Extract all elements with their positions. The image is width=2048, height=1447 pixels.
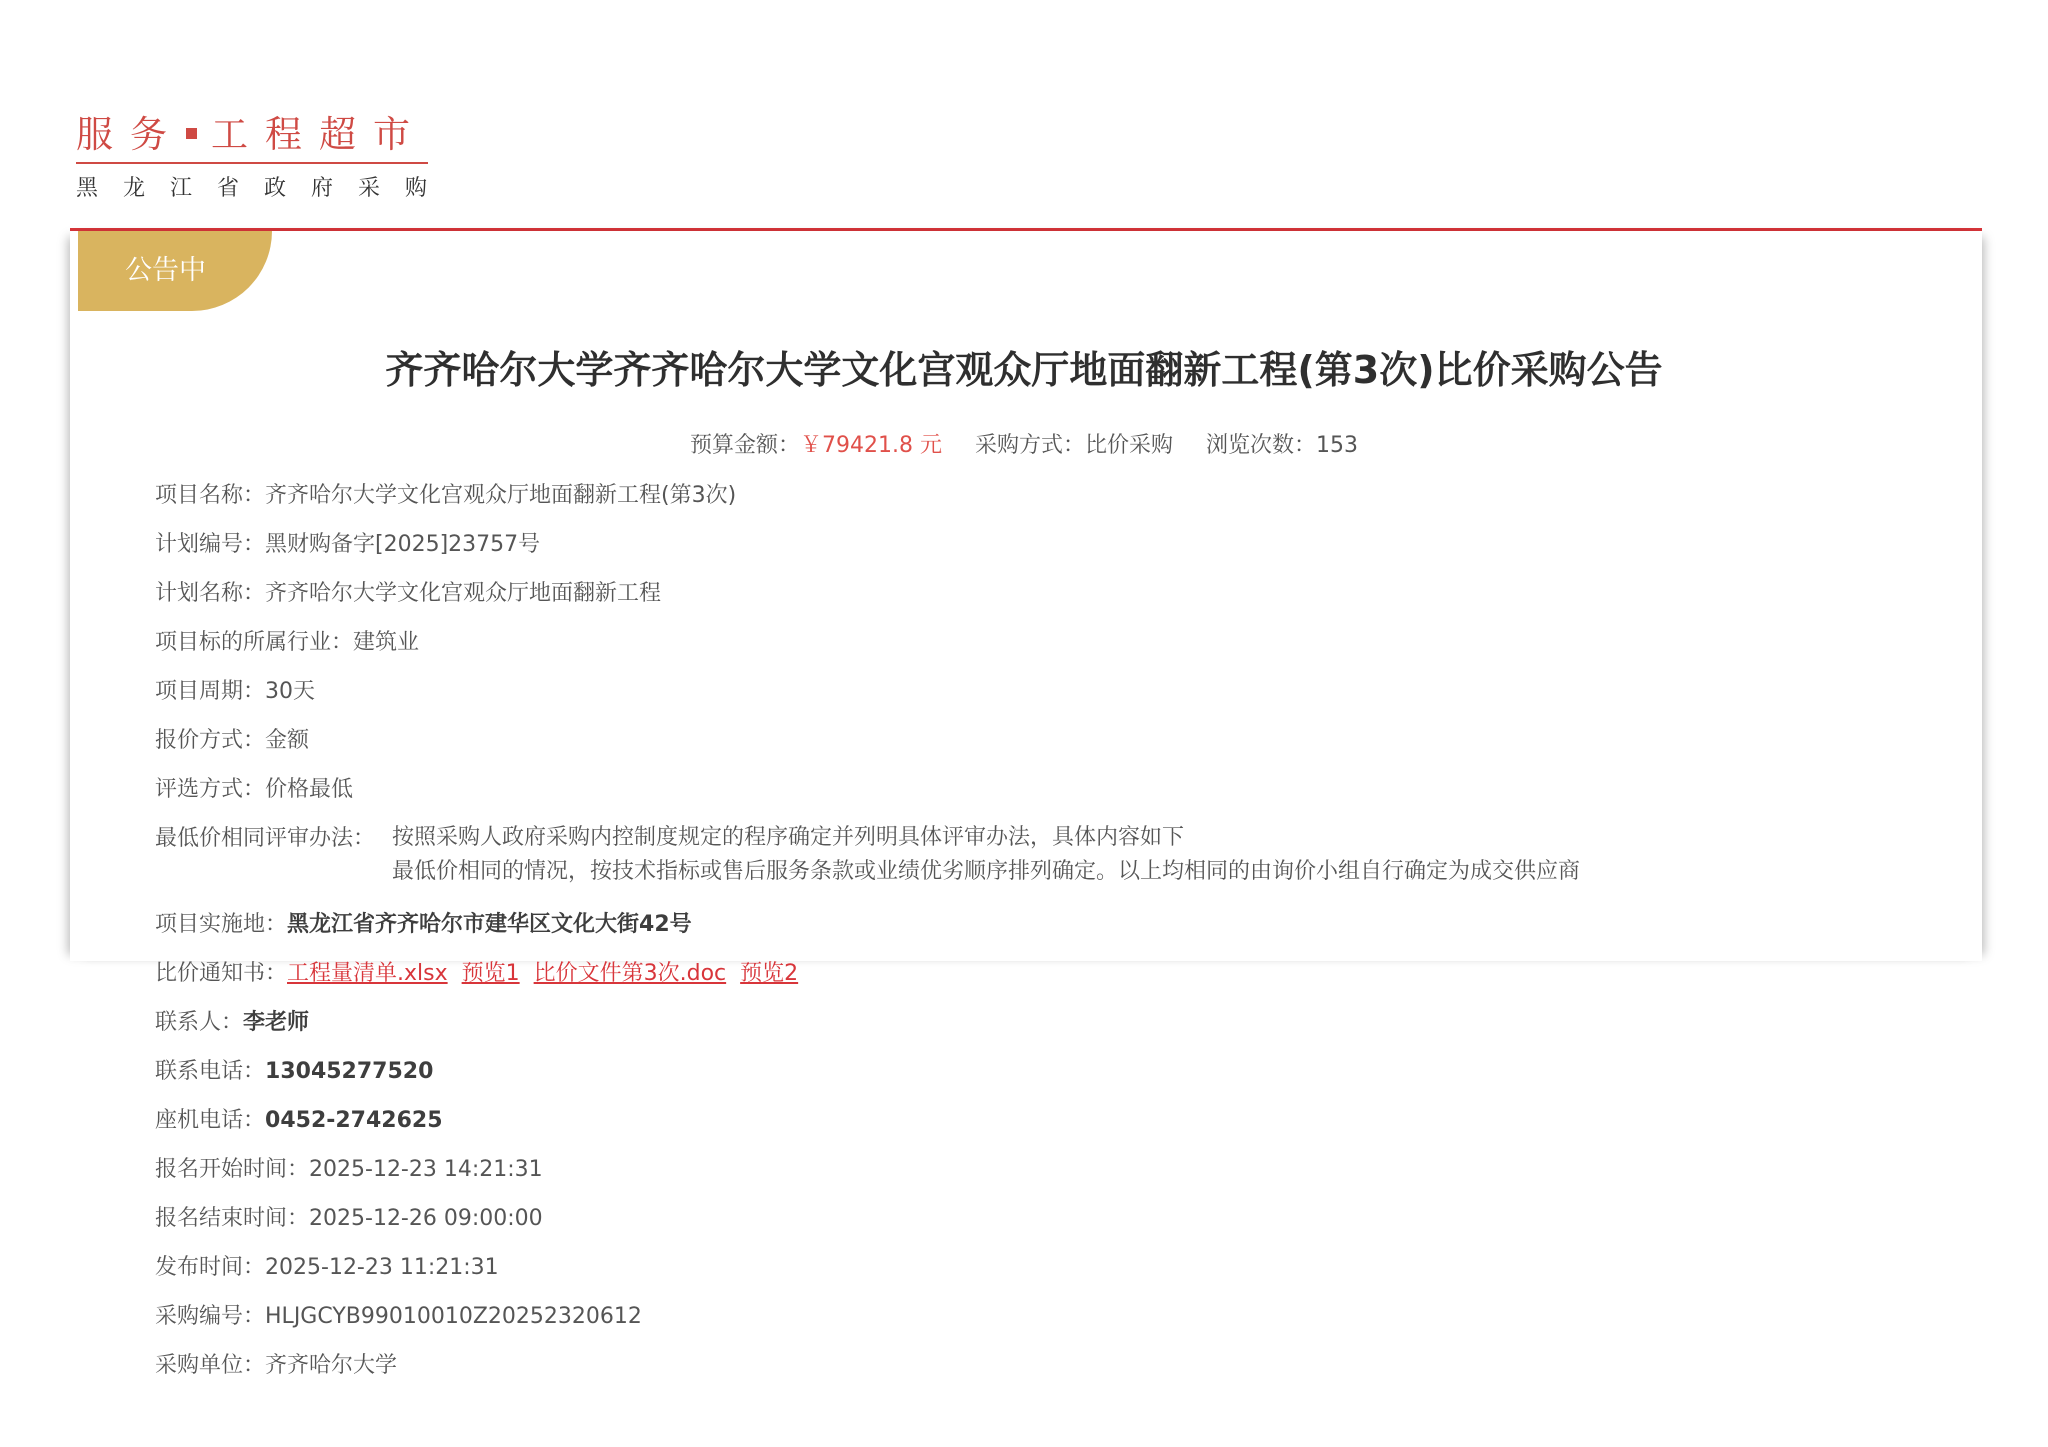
field-label: 报名结束时间： xyxy=(155,1206,310,1231)
logo-subtitle: 黑龙江省政府采购 xyxy=(76,176,453,201)
page-title: 齐齐哈尔大学齐齐哈尔大学文化宫观众厅地面翻新工程(第3次)比价采购公告 xyxy=(385,348,1663,392)
field-value: 齐齐哈尔大学 xyxy=(265,1353,398,1378)
field-plan-number xyxy=(155,527,1955,576)
field-label: 项目周期： xyxy=(155,679,266,704)
field-landline xyxy=(155,1103,1955,1152)
announcement-meta xyxy=(0,428,2048,464)
logo-title-right: 工程超市 xyxy=(211,113,427,156)
logo-title xyxy=(76,112,428,164)
field-industry xyxy=(155,625,1955,674)
field-quote-method xyxy=(155,723,1955,772)
field-notice xyxy=(155,956,1955,1005)
field-label: 座机电话： xyxy=(155,1108,266,1133)
field-label: 项目名称： xyxy=(155,483,266,508)
field-label: 采购单位： xyxy=(155,1353,266,1378)
field-label: 最低价相同评审办法： xyxy=(155,826,376,851)
field-value: 0452-2742625 xyxy=(265,1108,443,1133)
field-value: 李老师 xyxy=(243,1010,310,1035)
field-label: 联系人： xyxy=(155,1010,244,1035)
field-label: 计划名称： xyxy=(155,581,266,606)
attachment-link-comparison-doc[interactable]: 比价文件第3次.doc xyxy=(533,961,727,986)
field-value: 价格最低 xyxy=(265,777,354,802)
method-label: 采购方式： xyxy=(974,433,1085,458)
field-value: 2025-12-26 09:00:00 xyxy=(309,1206,543,1231)
field-project-name xyxy=(155,478,1955,527)
field-value: 黑龙江省齐齐哈尔市建华区文化大街42号 xyxy=(287,912,692,937)
status-badge: 公告中 xyxy=(78,231,272,311)
field-value: HLJGCYB99010010Z20252320612 xyxy=(265,1304,642,1329)
preview-link-2[interactable]: 预览2 xyxy=(740,961,799,986)
field-phone xyxy=(155,1054,1955,1103)
field-value: 齐齐哈尔大学文化宫观众厅地面翻新工程 xyxy=(265,581,662,606)
field-purchaser xyxy=(155,1348,1955,1397)
field-value: 齐齐哈尔大学文化宫观众厅地面翻新工程(第3次) xyxy=(265,483,737,508)
attachment-link-bill-of-quantities[interactable]: 工程量清单.xlsx xyxy=(287,961,448,986)
field-label: 比价通知书： xyxy=(155,961,288,986)
field-purchase-no xyxy=(155,1299,1955,1348)
field-label: 计划编号： xyxy=(155,532,266,557)
field-period xyxy=(155,674,1955,723)
field-value: 金额 xyxy=(265,728,310,753)
field-label: 项目实施地： xyxy=(155,912,288,937)
views-value: 153 xyxy=(1316,433,1359,458)
field-label: 发布时间： xyxy=(155,1255,266,1280)
field-signup-end xyxy=(155,1201,1955,1250)
field-publish-time xyxy=(155,1250,1955,1299)
field-value: 30天 xyxy=(265,679,316,704)
views-label: 浏览次数： xyxy=(1206,433,1317,458)
field-label: 报价方式： xyxy=(155,728,266,753)
tie-rule-line-2: 最低价相同的情况，按技术指标或售后服务条款或业绩优劣顺序排列确定。以上均相同的由询价小组自行确定为成交供应商 xyxy=(392,859,1581,884)
field-value: 2025-12-23 11:21:31 xyxy=(265,1255,499,1280)
logo-dot-icon xyxy=(186,128,197,139)
field-label: 采购编号： xyxy=(155,1304,266,1329)
field-value: 建筑业 xyxy=(353,630,420,655)
field-label: 评选方式： xyxy=(155,777,266,802)
field-value: 2025-12-23 14:21:31 xyxy=(309,1157,543,1182)
tie-rule-line-1: 按照采购人政府采购内控制度规定的程序确定并列明具体评审办法，具体内容如下 xyxy=(392,825,1185,850)
field-signup-start xyxy=(155,1152,1955,1201)
field-label: 报名开始时间： xyxy=(155,1157,310,1182)
budget-value: ￥79421.8 元 xyxy=(799,433,942,458)
field-label: 联系电话： xyxy=(155,1059,266,1084)
field-contact xyxy=(155,1005,1955,1054)
field-label: 项目标的所属行业： xyxy=(155,630,354,655)
field-location xyxy=(155,907,1955,956)
field-value: 黑财购备字[2025]23757号 xyxy=(265,532,541,557)
budget-label: 预算金额： xyxy=(689,433,800,458)
preview-link-1[interactable]: 预览1 xyxy=(461,961,520,986)
field-tie-rule xyxy=(155,821,1955,907)
announcement-fields xyxy=(155,478,1955,1397)
method-value: 比价采购 xyxy=(1084,433,1173,458)
logo-title-left: 服务 xyxy=(76,113,184,156)
site-logo[interactable] xyxy=(76,112,453,204)
field-selection-method xyxy=(155,772,1955,821)
field-value: 13045277520 xyxy=(265,1059,434,1084)
field-plan-name xyxy=(155,576,1955,625)
